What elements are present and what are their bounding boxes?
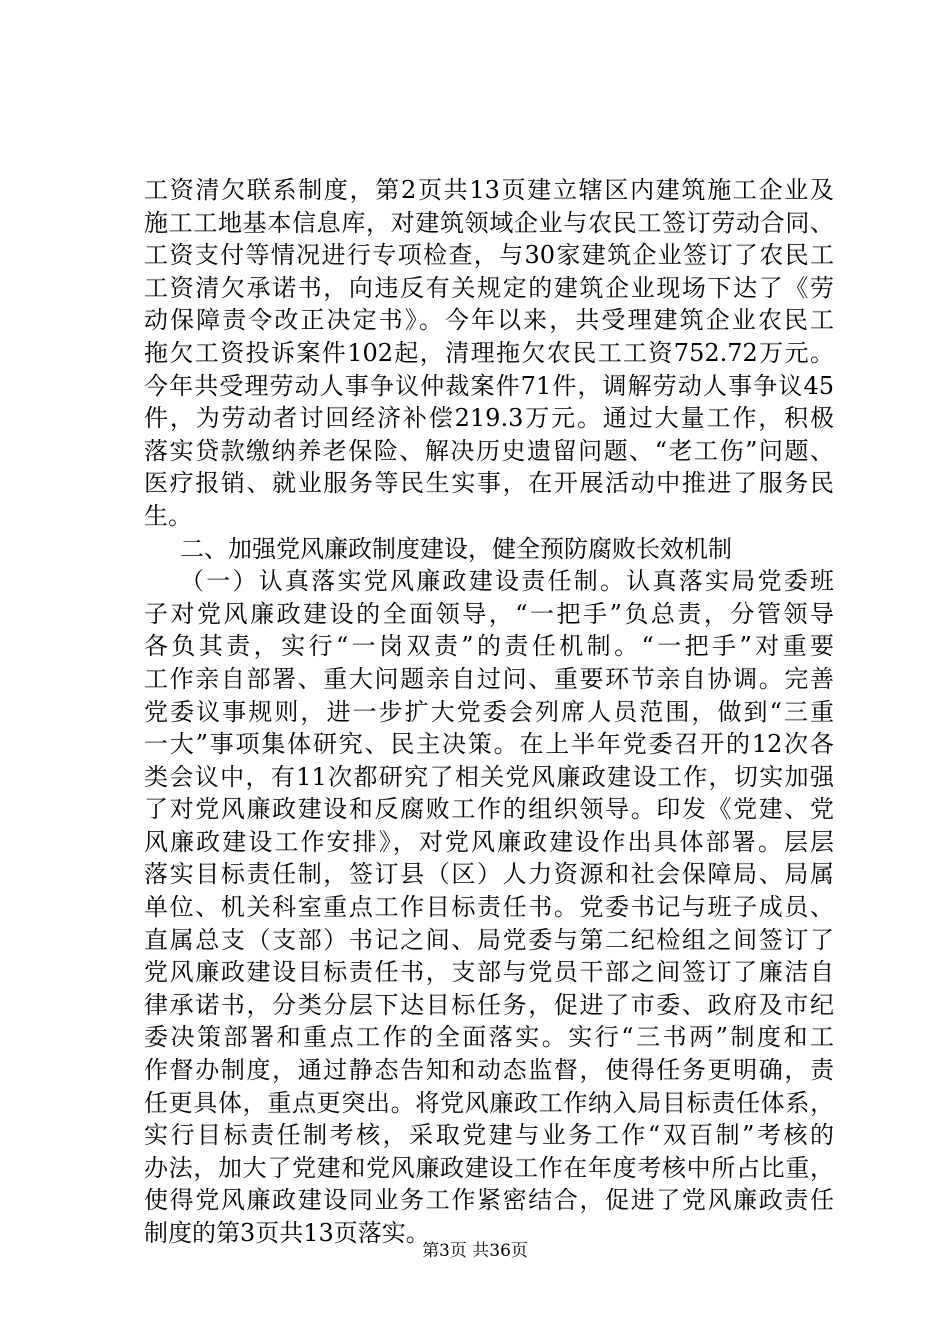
heading-line: 二、加强党风廉政制度建设，健全预防腐败长效机制 — [180, 534, 732, 563]
text-line: 工资支付等情况进行专项检查，与30家建筑企业签订了农民工 — [144, 241, 834, 270]
text-line: 办法，加大了党建和党风廉政建设工作在年度考核中所占比重， — [144, 1153, 834, 1182]
paragraph-2 — [144, 565, 834, 1249]
text-line: 单位、机关科室重点工作目标责任书。党委书记与班子成员、 — [144, 893, 834, 922]
text-line: 党委议事规则，进一步扩大党委会列席人员范围，做到“三重 — [144, 697, 834, 726]
text-line: 一大”事项集体研究、民主决策。在上半年党委召开的12次各 — [144, 730, 834, 759]
paragraph-1 — [144, 174, 834, 533]
text-line: 风廉政建设工作安排》，对党风廉政建设作出具体部署。层层 — [144, 827, 834, 856]
text-line: 工资清欠联系制度，第2页共13页建立辖区内建筑施工企业及 — [144, 176, 834, 204]
text-line: 工资清欠承诺书，向违反有关规定的建筑企业现场下达了《劳 — [144, 273, 834, 302]
text-line: 拖欠工资投诉案件102起，清理拖欠农民工工资752.72万元。 — [144, 338, 834, 367]
text-line: 了对党风廉政建设和反腐败工作的组织领导。印发《党建、党 — [144, 795, 834, 824]
text-line: 生。 — [144, 501, 192, 530]
text-line: 子对党风廉政建设的全面领导，“一把手”负总责，分管领导 — [144, 599, 834, 628]
text-line: 实行目标责任制考核，采取党建与业务工作“双百制”考核的 — [144, 1121, 834, 1150]
page-number-footer: 第3页 共36页 — [422, 1241, 528, 1261]
text-line: 类会议中，有11次都研究了相关党风廉政建设工作，切实加强 — [144, 762, 834, 791]
text-line: 落实目标责任制，签订县（区）人力资源和社会保障局、局属 — [144, 860, 834, 889]
text-line: 件，为劳动者讨回经济补偿219.3万元。通过大量工作，积极 — [144, 404, 834, 433]
text-line: 直属总支（支部）书记之间、局党委与第二纪检组之间签订了 — [144, 925, 834, 954]
text-line: 落实贷款缴纳养老保险、解决历史遗留问题、“老工伤”问题、 — [144, 436, 834, 465]
text-line: 各负其责，实行“一岗双责”的责任机制。“一把手”对重要 — [144, 632, 834, 661]
text-line: 施工工地基本信息库，对建筑领域企业与农民工签订劳动合同、 — [144, 208, 834, 237]
document-body — [144, 174, 834, 1250]
section-heading — [144, 533, 834, 566]
text-line: 使得党风廉政建设同业务工作紧密结合，促进了党风廉政责任 — [144, 1186, 834, 1215]
text-line: 动保障责令改正决定书》。今年以来，共受理建筑企业农民工 — [144, 306, 834, 335]
text-line: 医疗报销、就业服务等民生实事，在开展活动中推进了服务民 — [144, 469, 834, 498]
text-line: 作督办制度，通过静态告知和动态监督，使得任务更明确，责 — [144, 1056, 834, 1085]
text-line: 委决策部署和重点工作的全面落实。实行“三书两”制度和工 — [144, 1023, 834, 1052]
text-line: 工作亲自部署、重大问题亲自过问、重要环节亲自协调。完善 — [144, 664, 834, 693]
text-line: 任更具体，重点更突出。将党风廉政工作纳入局目标责任体系， — [144, 1088, 834, 1117]
text-line: 律承诺书，分类分层下达目标任务，促进了市委、政府及市纪 — [144, 990, 834, 1019]
text-line: 党风廉政建设目标责任书，支部与党员干部之间签订了廉洁自 — [144, 958, 834, 987]
text-line: （一）认真落实党风廉政建设责任制。认真落实局党委班 — [180, 567, 834, 596]
text-line: 制度的第3页共13页落实。 — [144, 1219, 430, 1247]
text-line: 今年共受理劳动人事争议仲裁案件71件，调解劳动人事争议45 — [144, 371, 834, 400]
